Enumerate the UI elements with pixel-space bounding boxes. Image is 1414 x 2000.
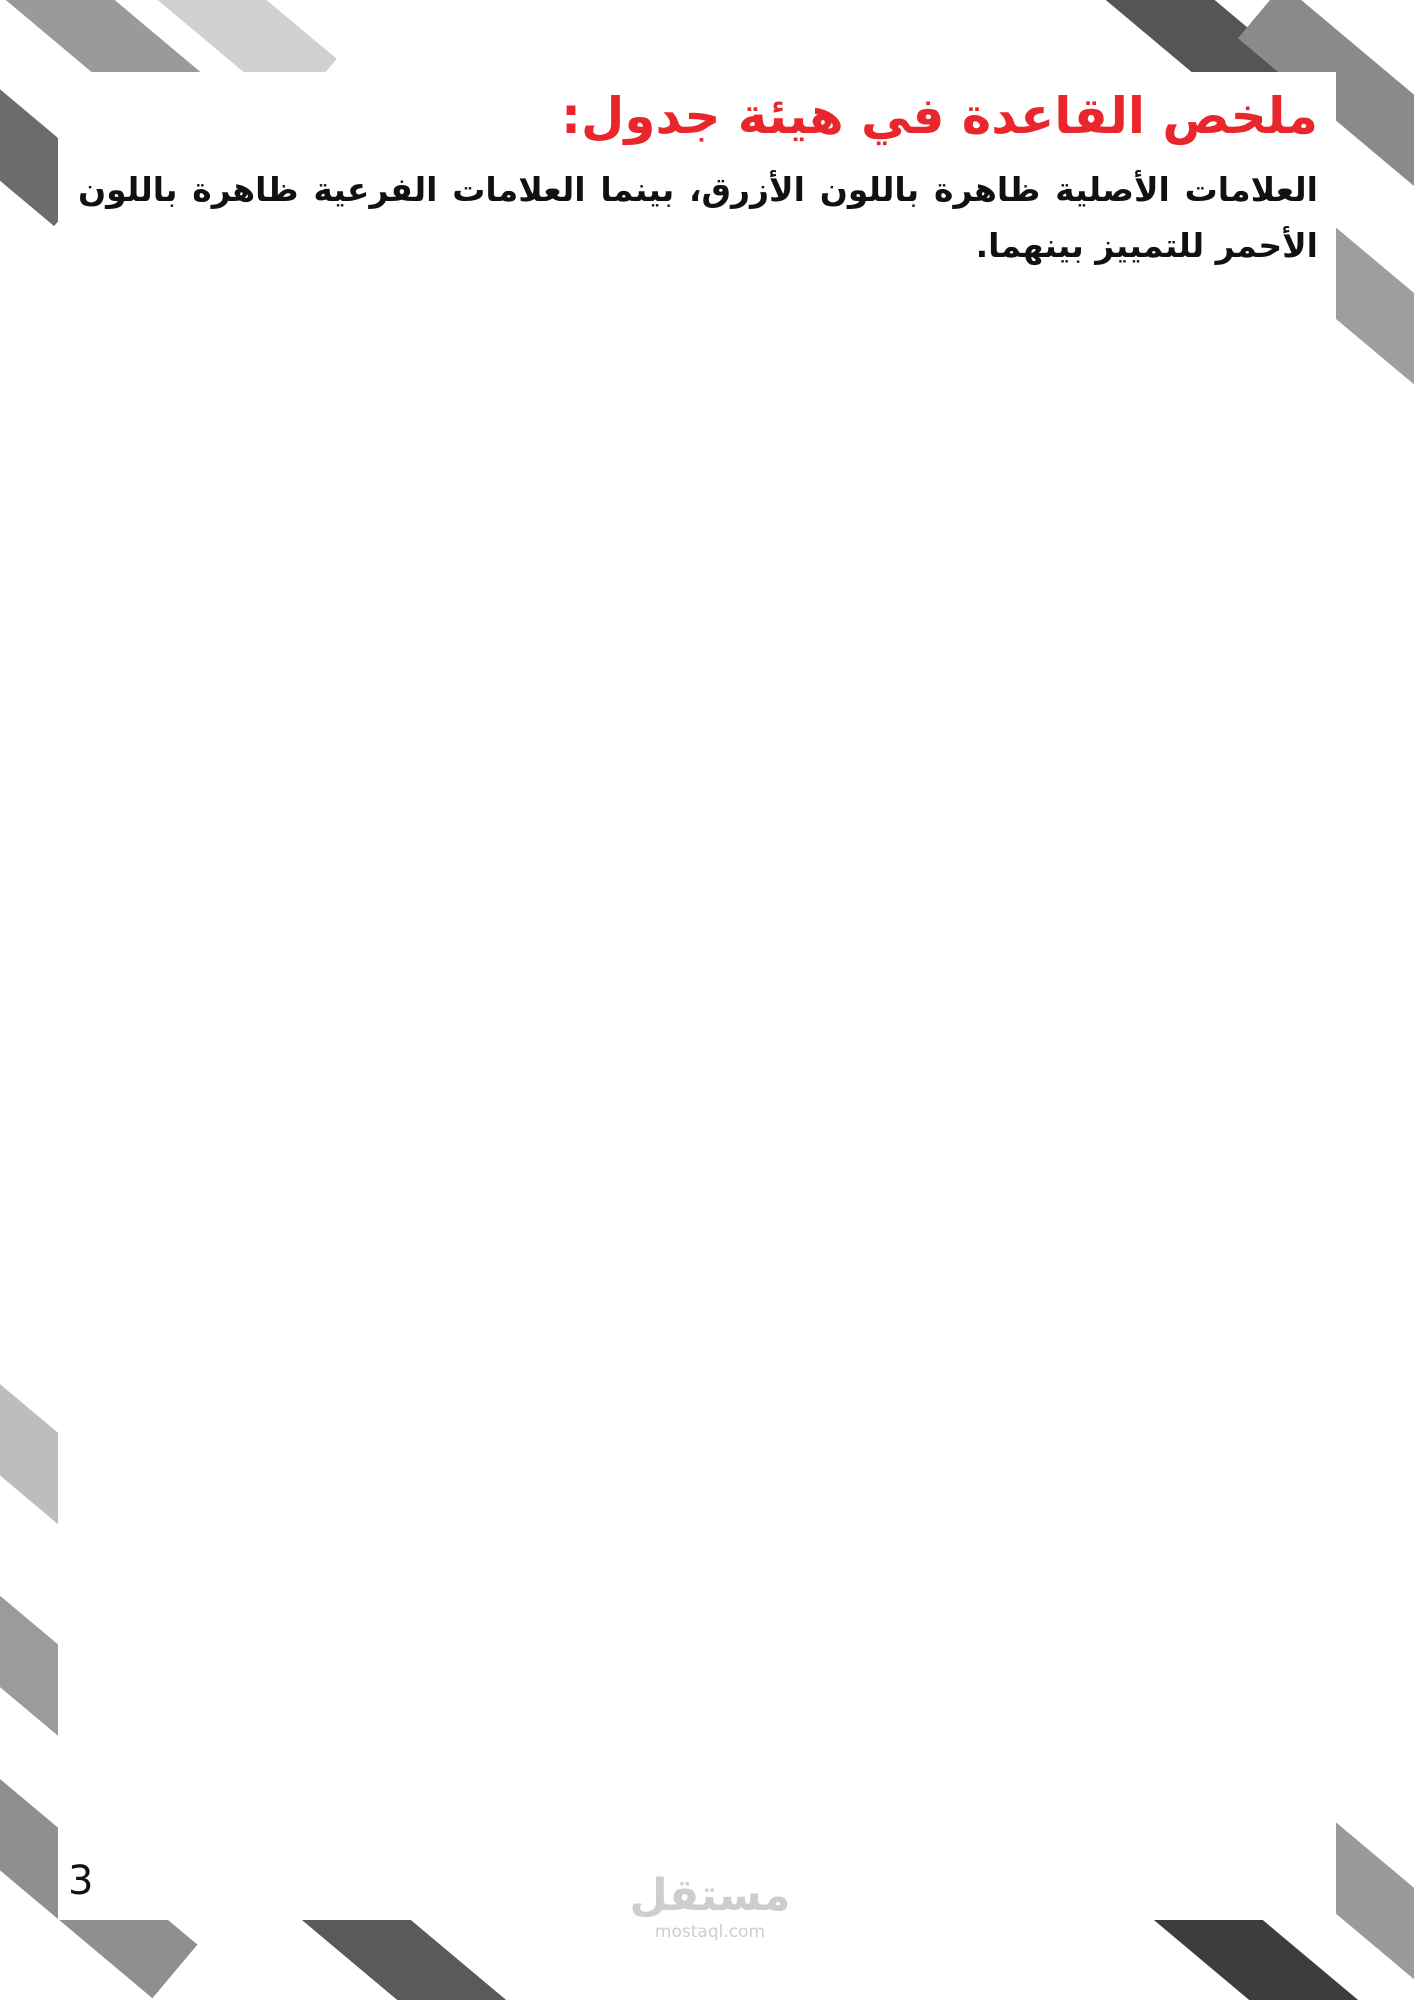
watermark-url: mostaql.com: [654, 1922, 766, 1942]
page-number: 3: [68, 1858, 94, 1904]
watermark-logo: مستقل: [629, 1870, 791, 1921]
page-heading: ملخص القاعدة في هيئة جدول:: [561, 87, 1318, 145]
watermark: [620, 1870, 800, 1942]
intro-paragraph: العلامات الأصلية ظاهرة باللون الأزرق، بينما العلامات الفرعية ظاهرة باللون الأحمر للتمييز بينهما.: [78, 170, 1318, 265]
document-page: [58, 72, 1336, 1920]
